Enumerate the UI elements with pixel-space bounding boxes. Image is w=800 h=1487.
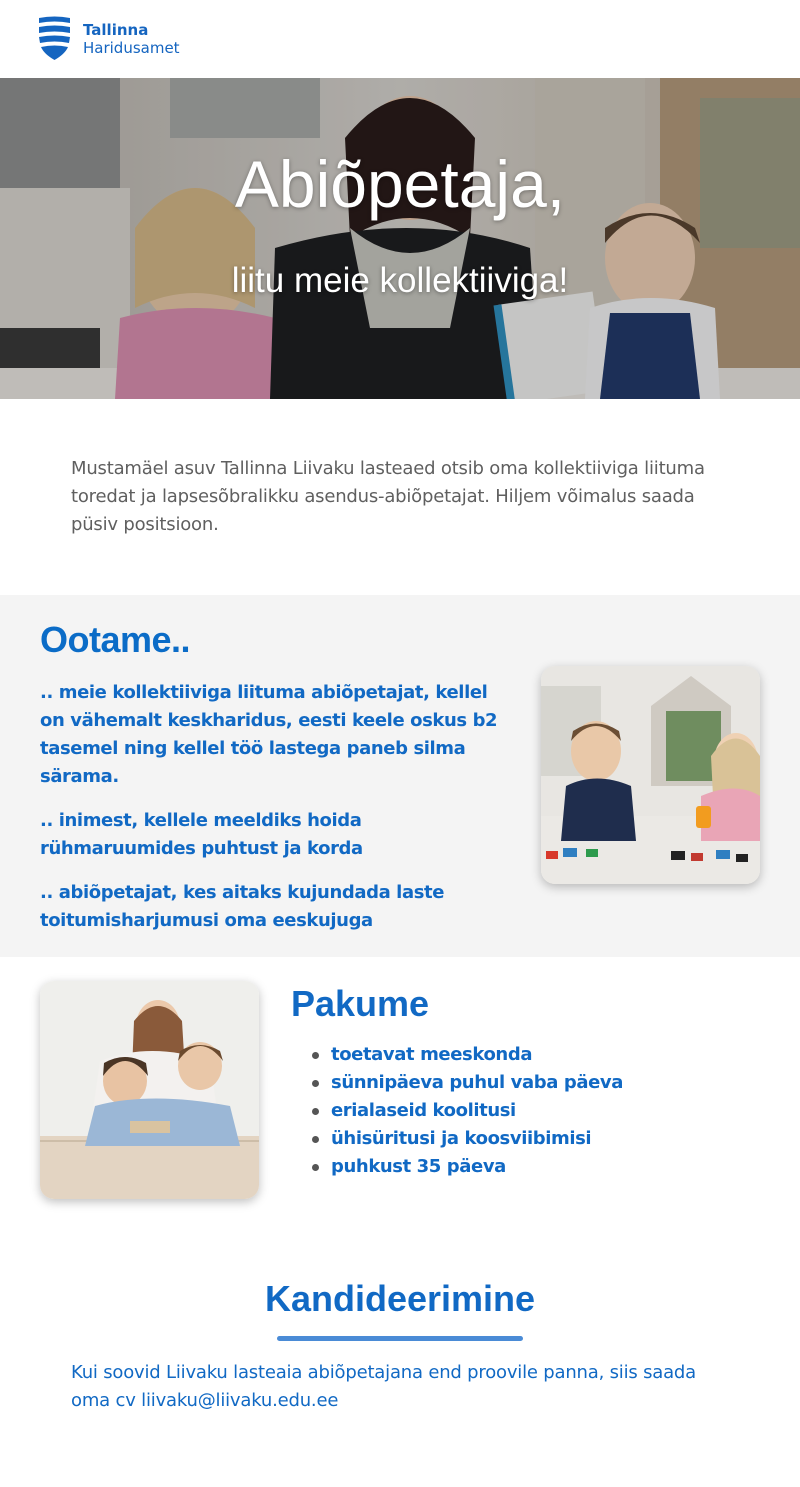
logo-subtitle: Haridusamet xyxy=(83,38,180,57)
site-header xyxy=(0,0,800,78)
pakume-list-item: ühisüritusi ja koosviibimisi xyxy=(331,1125,623,1153)
application-instructions-text: Kui soovid Liivaku lasteaia abiõpetajana end proovile panna, siis saada oma cv liivaku@liivaku.edu.ee xyxy=(71,1362,696,1411)
children-playing-photo xyxy=(541,666,760,884)
children-playing-image xyxy=(541,666,760,884)
pakume-heading: Pakume xyxy=(291,983,430,1024)
logo-title: Tallinna xyxy=(83,20,149,39)
intro-text: Mustamäel asuv Tallinna Liivaku lasteaed otsib oma kollektiiviga liituma toredat ja lapsesõbralikku asendus-abiõpetajat. Hiljem võimalus saada püsiv positsioon. xyxy=(71,458,705,535)
ootame-list xyxy=(40,679,510,951)
city-shield-icon xyxy=(38,16,71,61)
kandideerimine-heading: Kandideerimine xyxy=(264,1278,536,1319)
ootame-heading: Ootame.. xyxy=(40,619,191,660)
ootame-section xyxy=(0,595,800,957)
pakume-list xyxy=(331,1041,623,1181)
pakume-list-item: puhkust 35 päeva xyxy=(331,1153,623,1181)
ootame-item: .. abiõpetajat, kes aitaks kujundada laste toitumisharjumusi oma eeskujuga xyxy=(40,882,445,931)
pakume-list-item: toetavat meeskonda xyxy=(331,1041,623,1069)
pakume-list-item: erialaseid koolitusi xyxy=(331,1097,623,1125)
tallinna-haridusamet-logo[interactable] xyxy=(38,16,180,61)
hero-subtitle: liitu meie kollektiiviga! xyxy=(231,261,569,300)
hero-overlay xyxy=(0,78,800,399)
hero-banner xyxy=(0,78,800,399)
children-hugging-image xyxy=(40,981,259,1199)
ootame-item: .. meie kollektiiviga liituma abiõpetajat, kellel on vähemalt keskharidus, eesti keele oskus b2 tasemel ning kellel töö lastega paneb silma särama. xyxy=(40,682,498,787)
heading-underline-divider xyxy=(277,1336,523,1341)
hero-title: Abiõpetaja, xyxy=(234,147,566,221)
pakume-list-item: sünnipäeva puhul vaba päeva xyxy=(331,1069,623,1097)
ootame-item: .. inimest, kellele meeldiks hoida rühmaruumides puhtust ja korda xyxy=(40,810,363,859)
children-hugging-photo xyxy=(40,981,259,1199)
